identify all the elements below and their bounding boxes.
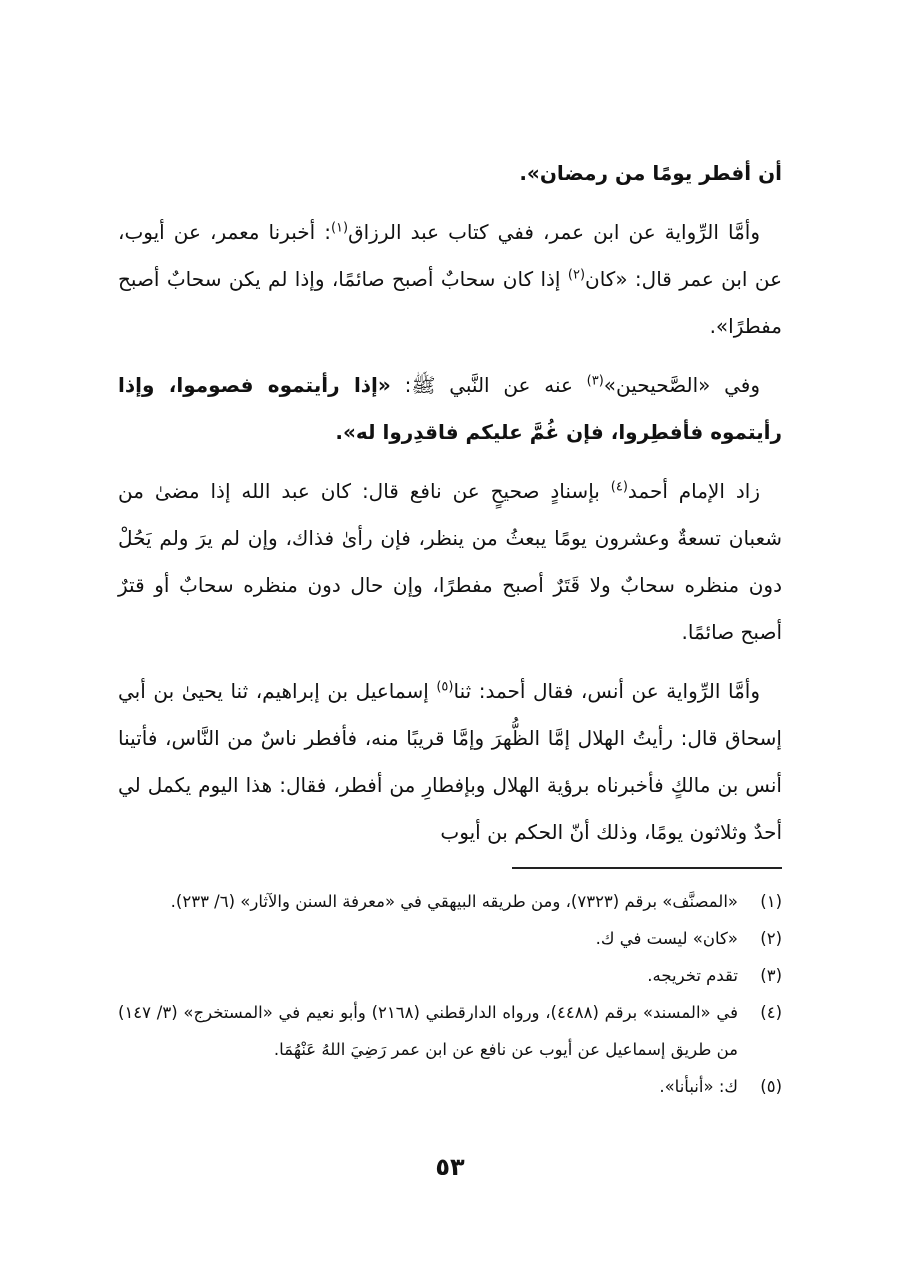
text-run: وفي «الصَّحيحين» [603, 373, 761, 397]
main-text [118, 150, 782, 856]
book-page [118, 150, 782, 1271]
footnote [118, 920, 782, 957]
text-run: بإسنادٍ صحيحٍ عن نافع قال: كان عبد الله إذا مضىٰ من شعبان تسعةٌ وعشرون يومًا يبعثُ من ينظر، فإن رأىٰ فذاك، وإن لم يرَ ولم يَحُلْ دون منظره سحابٌ ولا قَتَرٌ أصبح مفطرًا، وإن حال دون منظره سحابٌ أو قترٌ أصبح صائمًا. [118, 479, 782, 644]
footnote-marker: (٢) [567, 267, 586, 283]
paragraph [118, 668, 782, 856]
footnote-text: ك: «أنبأنا». [659, 1077, 738, 1096]
paragraph [118, 150, 782, 197]
footnote-separator [512, 867, 782, 869]
text-run: : أخبرنا معمر، عن أيوب، عن ابن عمر قال: «كان [118, 220, 783, 291]
footnote [118, 883, 782, 920]
footnote-number: (١) [760, 892, 782, 911]
footnote-text: «المصنَّف» برقم (٧٣٢٣)، ومن طريقه البيهقي في «معرفة السنن والآثار» (٦/ ٢٣٣). [170, 892, 738, 911]
footnote-marker: (٣) [586, 373, 604, 389]
page-number: ٥٣ [435, 1153, 465, 1181]
footnote-number: (٢) [760, 929, 782, 948]
footnotes [118, 883, 782, 1105]
quoted-text: «إذا رأيتموه فصوموا، وإذا رأيتموه فأفطِروا، فإن غُمَّ عليكم فاقدِروا له». [118, 373, 782, 444]
text-run: وأمَّا الرِّواية عن ابن عمر، ففي كتاب عبد الرزاق [348, 220, 760, 244]
paragraph [118, 468, 782, 656]
text-run: إذا كان سحابٌ أصبح صائمًا، وإذا لم يكن سحابٌ أصبح مفطرًا». [118, 267, 782, 338]
text-run: عنه عن النَّبي ﷺ: [390, 373, 587, 397]
footnote-text: «كان» ليست في ك. [595, 929, 738, 948]
footnote-marker: (١) [330, 220, 349, 236]
text-run: إسماعيل بن إبراهيم، ثنا يحيىٰ بن أبي إسحاق قال: رأيتُ الهلال إمَّا الظُّهرَ وإمَّا قريبًا منه، فأفطر ناسٌ من النَّاس، فأتينا أنس بن مالكٍ فأخبرناه برؤية الهلال وبإفطارِ من أفطر، فقال: هذا اليوم يكمل لي أحدٌ وثلاثون يومًا، وذلك أنّ الحكم بن أيوب [118, 679, 782, 844]
footnote [118, 957, 782, 994]
footnote-text: تقدم تخريجه. [647, 966, 738, 985]
text-run: وأمَّا الرِّواية عن أنس، فقال أحمد: ثنا [453, 679, 760, 703]
paragraph [118, 209, 782, 350]
footnote-number: (٤) [760, 1003, 782, 1022]
footnote-marker: (٥) [436, 679, 454, 695]
text-run: زاد الإمام أحمد [627, 479, 760, 503]
footnote-marker: (٤) [610, 479, 628, 495]
footnote-text: في «المسند» برقم (٤٤٨٨)، ورواه الدارقطني (٢١٦٨) وأبو نعيم في «المستخرج» (٣/ ١٤٧) من طريق إسماعيل عن أيوب عن نافع عن ابن عمر رَضِيَ اللهُ عَنْهُمَا. [118, 1003, 738, 1059]
footnote [118, 1068, 782, 1105]
footnote [118, 994, 782, 1068]
footnote-number: (٣) [760, 966, 782, 985]
quoted-text: أن أفطر يومًا من رمضان». [519, 161, 782, 185]
paragraph [118, 362, 782, 456]
footnote-number: (٥) [760, 1077, 782, 1096]
